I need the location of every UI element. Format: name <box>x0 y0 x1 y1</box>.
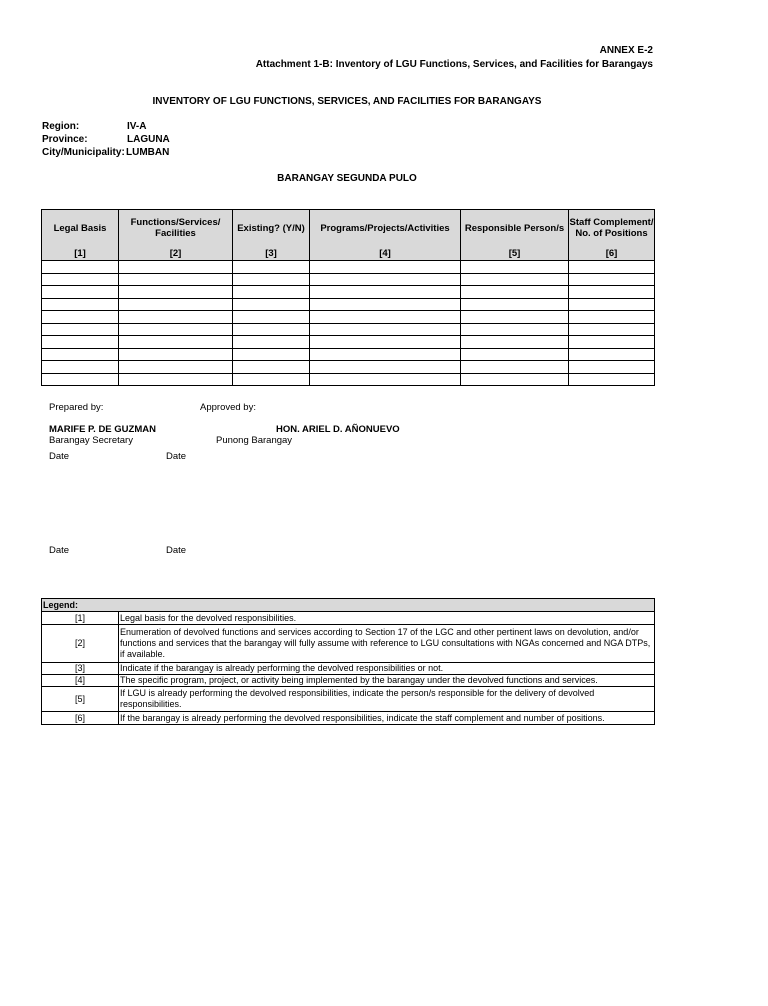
table-cell <box>42 373 119 386</box>
legend-num: [2] <box>42 625 119 663</box>
date-label-bottom-left: Date <box>49 545 70 556</box>
table-cell <box>42 298 119 311</box>
prepared-by-label: Prepared by: <box>49 402 104 413</box>
column-header: Legal Basis <box>42 210 119 247</box>
legend-num: [1] <box>42 612 119 625</box>
table-cell <box>310 311 461 324</box>
table-cell <box>569 273 655 286</box>
table-cell <box>42 348 119 361</box>
table-row <box>42 298 655 311</box>
column-number: [1] <box>42 246 119 261</box>
region-value: IV-A <box>127 121 147 132</box>
table-cell <box>42 286 119 299</box>
table-cell <box>119 348 233 361</box>
legend-text: The specific program, project, or activity being implemented by the barangay under the devolved functions and services. <box>119 675 655 687</box>
table-cell <box>42 323 119 336</box>
table-cell <box>310 373 461 386</box>
prepared-name: MARIFE P. DE GUZMAN <box>49 424 156 435</box>
table-cell <box>461 298 569 311</box>
table-cell <box>461 286 569 299</box>
table-cell <box>233 298 310 311</box>
table-cell <box>119 261 233 274</box>
column-number: [2] <box>119 246 233 261</box>
table-cell <box>119 373 233 386</box>
barangay-title: BARANGAY SEGUNDA PULO <box>277 173 417 184</box>
table-cell <box>461 311 569 324</box>
legend-text: If the barangay is already performing the devolved responsibilities, indicate the staff complement and number of positions. <box>119 712 655 725</box>
table-cell <box>310 298 461 311</box>
table-cell <box>310 336 461 349</box>
table-row <box>42 311 655 324</box>
city-label: City/Municipality: <box>42 147 125 158</box>
table-cell <box>569 286 655 299</box>
table-cell <box>461 273 569 286</box>
table-cell <box>233 361 310 374</box>
table-cell <box>461 336 569 349</box>
legend-table <box>41 598 655 725</box>
column-header: Existing? (Y/N) <box>233 210 310 247</box>
column-header: Responsible Person/s <box>461 210 569 247</box>
table-cell <box>310 261 461 274</box>
column-number: [4] <box>310 246 461 261</box>
table-cell <box>569 298 655 311</box>
table-cell <box>569 361 655 374</box>
page-title: INVENTORY OF LGU FUNCTIONS, SERVICES, AND FACILITIES FOR BARANGAYS <box>152 96 542 107</box>
approved-by-label: Approved by: <box>200 402 256 413</box>
table-cell <box>461 373 569 386</box>
table-cell <box>461 361 569 374</box>
date-label-top-left: Date <box>49 451 70 462</box>
table-cell <box>233 273 310 286</box>
table-row <box>42 361 655 374</box>
approved-name: HON. ARIEL D. AÑONUEVO <box>276 424 400 435</box>
table-cell <box>119 311 233 324</box>
column-number: [3] <box>233 246 310 261</box>
table-cell <box>233 311 310 324</box>
inventory-table <box>41 209 655 386</box>
column-number: [6] <box>569 246 655 261</box>
table-cell <box>42 273 119 286</box>
date-label-top-right: Date <box>166 451 187 462</box>
table-cell <box>119 298 233 311</box>
table-cell <box>310 273 461 286</box>
legend-num: [3] <box>42 663 119 675</box>
table-cell <box>42 361 119 374</box>
legend-text: Indicate if the barangay is already performing the devolved responsibilities or not. <box>119 663 655 675</box>
table-cell <box>233 373 310 386</box>
table-cell <box>233 286 310 299</box>
attachment-title: Attachment 1-B: Inventory of LGU Functions, Services, and Facilities for Barangays <box>255 59 653 70</box>
table-cell <box>42 311 119 324</box>
province-label: Province: <box>42 134 88 145</box>
column-number: [5] <box>461 246 569 261</box>
table-cell <box>310 323 461 336</box>
table-cell <box>42 261 119 274</box>
legend-text: Enumeration of devolved functions and services according to Section 17 of the LGC and other pertinent laws on devolution, and/or functions and services that the barangay will fully assume with reference to LGU consultations with NGAs concerned and NGA DTPs, if available. <box>119 625 655 663</box>
table-cell <box>233 348 310 361</box>
region-label: Region: <box>42 121 80 132</box>
table-cell <box>569 373 655 386</box>
legend-title: Legend: <box>42 599 655 612</box>
table-row <box>42 261 655 274</box>
city-value: LUMBAN <box>126 147 170 158</box>
date-label-bottom-right: Date <box>166 545 187 556</box>
approved-title: Punong Barangay <box>216 435 293 446</box>
table-cell <box>461 323 569 336</box>
legend-num: [6] <box>42 712 119 725</box>
table-cell <box>42 336 119 349</box>
table-cell <box>119 273 233 286</box>
table-cell <box>233 336 310 349</box>
legend-text: Legal basis for the devolved responsibilities. <box>119 612 655 625</box>
table-cell <box>569 261 655 274</box>
table-cell <box>119 323 233 336</box>
table-cell <box>310 286 461 299</box>
table-cell <box>119 361 233 374</box>
column-header: Programs/Projects/Activities <box>310 210 461 247</box>
legend-text: If LGU is already performing the devolved responsibilities, indicate the person/s responsible for the delivery of devolved responsibilities. <box>119 687 655 712</box>
legend-num: [5] <box>42 687 119 712</box>
table-cell <box>119 286 233 299</box>
province-value: LAGUNA <box>127 134 170 145</box>
table-cell <box>119 336 233 349</box>
table-cell <box>461 348 569 361</box>
table-cell <box>461 261 569 274</box>
table-cell <box>310 348 461 361</box>
column-header: Staff Complement/ No. of Positions <box>569 210 655 247</box>
legend-num: [4] <box>42 675 119 687</box>
table-row <box>42 286 655 299</box>
table-row <box>42 336 655 349</box>
table-cell <box>569 336 655 349</box>
prepared-title: Barangay Secretary <box>49 435 133 446</box>
table-row <box>42 373 655 386</box>
table-row <box>42 273 655 286</box>
table-row <box>42 348 655 361</box>
table-cell <box>233 261 310 274</box>
table-row <box>42 323 655 336</box>
table-cell <box>569 311 655 324</box>
table-cell <box>569 348 655 361</box>
table-cell <box>569 323 655 336</box>
column-header: Functions/Services/ Facilities <box>119 210 233 247</box>
table-cell <box>233 323 310 336</box>
annex-label: ANNEX E-2 <box>599 45 653 56</box>
table-cell <box>310 361 461 374</box>
